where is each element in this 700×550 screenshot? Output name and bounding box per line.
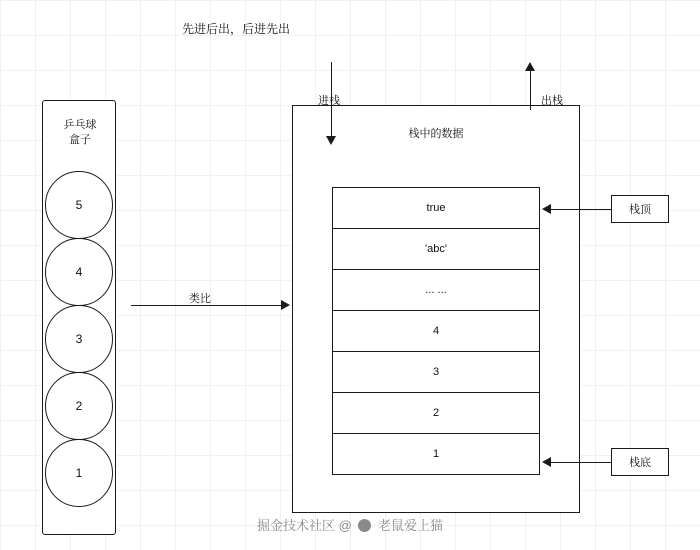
tube-label-line-1: 乒乓球 xyxy=(63,119,97,131)
stack-cell xyxy=(333,188,539,229)
stack-cell-value: 'abc' xyxy=(425,243,447,255)
ball-3 xyxy=(45,305,113,373)
stack-top-pointer-line xyxy=(551,209,611,210)
stack-bottom-callout xyxy=(611,448,669,476)
ball-label: 1 xyxy=(75,466,83,480)
stack-cell-value: 1 xyxy=(432,448,440,460)
analogy-arrow-head xyxy=(281,300,290,310)
stack-cell-value: 3 xyxy=(432,366,440,378)
stack-bottom-callout-label: 栈底 xyxy=(629,457,651,469)
stack-bottom-pointer-line xyxy=(551,462,611,463)
watermark-author: 老鼠爱上猫 xyxy=(378,518,444,533)
diagram-title: 先进后出，后进先出 xyxy=(182,22,291,36)
ball-1 xyxy=(45,439,113,507)
ball-2 xyxy=(45,372,113,440)
stack-cell xyxy=(333,393,539,434)
stack-cell xyxy=(333,311,539,352)
stack-title: 栈中的数据 xyxy=(408,128,464,140)
stack-cell xyxy=(333,352,539,393)
ping-pong-tube-label xyxy=(58,118,102,149)
stack-cell xyxy=(333,270,539,311)
pop-arrow-line xyxy=(530,68,531,110)
stack-top-pointer-head xyxy=(542,204,551,214)
stack-top-callout-label: 栈顶 xyxy=(629,204,651,216)
ball-label: 2 xyxy=(75,399,83,413)
ball-label: 3 xyxy=(75,332,83,346)
stack-cell-value: 4 xyxy=(432,325,440,337)
tube-label-line-2: 盒子 xyxy=(69,134,91,147)
watermark xyxy=(0,515,700,534)
stack-cells xyxy=(332,187,540,475)
stack-cell-value: true xyxy=(426,202,446,214)
stack-cell xyxy=(333,434,539,475)
watermark-separator: @ xyxy=(338,518,352,533)
stack-cell-value: ... ... xyxy=(425,284,447,296)
pop-arrow-head xyxy=(525,62,535,71)
watermark-avatar-icon xyxy=(358,519,371,532)
stack-cell-value: 2 xyxy=(432,407,440,419)
stack-top-callout xyxy=(611,195,669,223)
stack-cell xyxy=(333,229,539,270)
ball-label: 4 xyxy=(75,265,83,279)
stack-bottom-pointer-head xyxy=(542,457,551,467)
pop-label: 出栈 xyxy=(541,95,563,107)
ball-4 xyxy=(45,238,113,306)
push-label: 进栈 xyxy=(318,95,340,107)
ball-label: 5 xyxy=(75,198,83,212)
ball-5 xyxy=(45,171,113,239)
analogy-label: 类比 xyxy=(189,293,211,305)
watermark-site: 掘金技术社区 xyxy=(256,518,335,533)
push-arrow-head xyxy=(326,136,336,145)
